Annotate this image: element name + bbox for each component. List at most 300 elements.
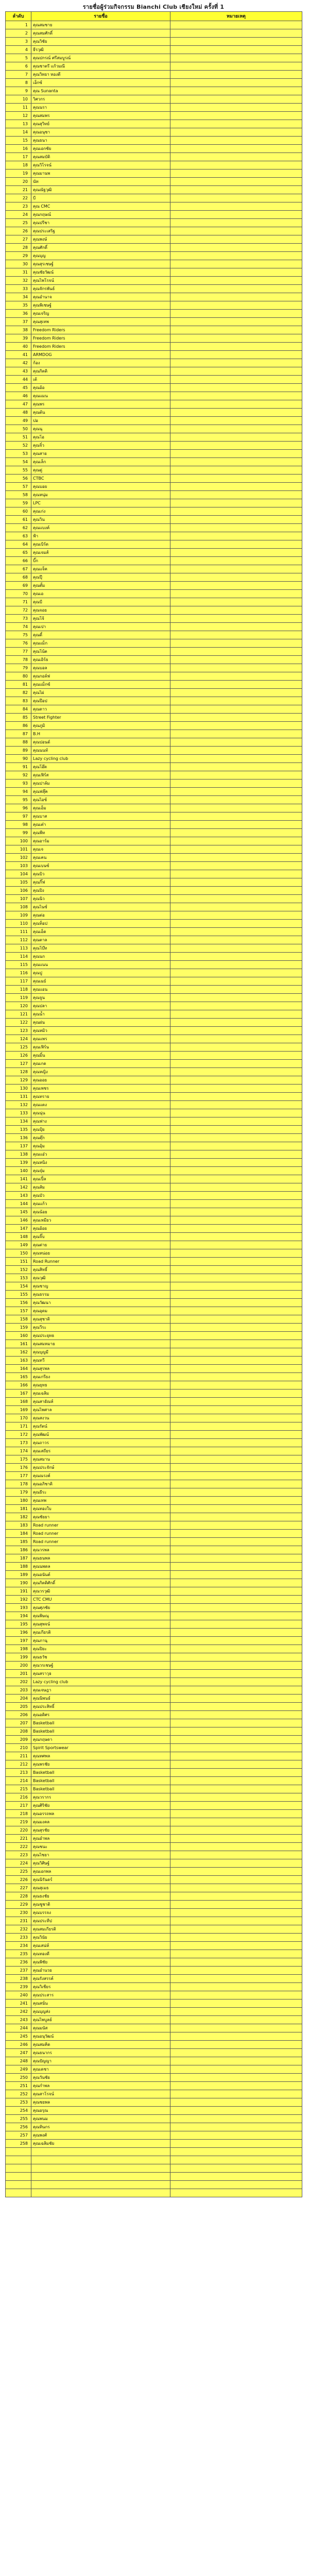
row-number: 145 <box>6 1208 31 1216</box>
row-name: คุณมงคล <box>31 1818 170 1826</box>
row-number: 242 <box>6 2008 31 2016</box>
row-number: 202 <box>6 1678 31 1686</box>
table-row <box>6 796 302 804</box>
row-name: คุณจักรพันธ์ <box>31 285 170 293</box>
row-number: 127 <box>6 1060 31 1068</box>
row-name: คุณกิ๊ฟ <box>31 878 170 887</box>
empty-cell <box>6 2156 31 2164</box>
empty-cell <box>6 2164 31 2173</box>
row-note <box>170 1357 302 1365</box>
row-number: 20 <box>6 178 31 186</box>
table-row <box>6 491 302 499</box>
table-row <box>6 1431 302 1439</box>
row-number: 117 <box>6 977 31 986</box>
row-number: 175 <box>6 1455 31 1464</box>
table-row <box>6 1901 302 1909</box>
row-name: คุณพงศ์ <box>31 2131 170 2140</box>
row-note <box>170 1365 302 1373</box>
row-number: 59 <box>6 499 31 507</box>
empty-cell <box>170 2156 302 2164</box>
table-row <box>6 1505 302 1513</box>
table-row <box>6 1859 302 1868</box>
table-row <box>6 747 302 755</box>
row-note <box>170 689 302 697</box>
row-name: คุณโบ๊ท <box>31 944 170 953</box>
row-name: คุณถาวร <box>31 1439 170 1447</box>
table-row <box>6 301 302 310</box>
row-note <box>170 1711 302 1719</box>
row-note <box>170 1571 302 1579</box>
table-row <box>6 1497 302 1505</box>
table-row <box>6 2024 302 2032</box>
row-name: คุณบอย <box>31 483 170 491</box>
table-row <box>6 697 302 705</box>
row-name: คุณสุรเชษฐ์ <box>31 260 170 268</box>
row-name: คุณวรวุฒิ <box>31 1587 170 1596</box>
table-row <box>6 1637 302 1645</box>
row-name: คุณจูน <box>31 994 170 1002</box>
row-number: 149 <box>6 1241 31 1249</box>
row-name: คุณพิเชษฐ์ <box>31 301 170 310</box>
row-name: คุณศักดิ์ <box>31 244 170 252</box>
row-name: คุณนิรันดร์ <box>31 1876 170 1884</box>
row-note <box>170 1678 302 1686</box>
row-name: คุณธรรม <box>31 1291 170 1299</box>
row-number: 257 <box>6 2131 31 2140</box>
row-name: คุณเอ <box>31 590 170 598</box>
row-number: 134 <box>6 1117 31 1126</box>
row-number: 121 <box>6 1010 31 1019</box>
table-row <box>6 1324 302 1332</box>
row-name: คุณวิโรจน์ <box>31 161 170 170</box>
table-row <box>6 623 302 631</box>
header-name: รายชื่อ <box>31 12 170 21</box>
table-row <box>6 161 302 170</box>
row-note <box>170 1769 302 1777</box>
row-name: คุณศุภชัย <box>31 1604 170 1612</box>
row-note <box>170 277 302 285</box>
row-note <box>170 878 302 887</box>
row-note <box>170 1884 302 1892</box>
row-number: 8 <box>6 79 31 87</box>
row-name: คุณธนพล <box>31 1554 170 1563</box>
row-note <box>170 845 302 854</box>
table-row <box>6 409 302 417</box>
row-name: คุณประยุทธ <box>31 1332 170 1340</box>
row-name: คุณสุเมธ <box>31 1884 170 1892</box>
table-row <box>6 2032 302 2041</box>
table-row <box>6 1472 302 1480</box>
row-name: คุณธงชัย <box>31 1892 170 1901</box>
row-number: 71 <box>6 598 31 606</box>
row-name: คุณเปิ้ล <box>31 1175 170 1183</box>
table-row <box>6 38 302 46</box>
row-note <box>170 1315 302 1324</box>
row-note <box>170 2098 302 2107</box>
row-note <box>170 211 302 219</box>
row-note <box>170 532 302 540</box>
row-note <box>170 1282 302 1291</box>
row-name: Basketball <box>31 1727 170 1736</box>
row-number: 204 <box>6 1694 31 1703</box>
table-row <box>6 656 302 664</box>
row-note <box>170 1637 302 1645</box>
row-note <box>170 1513 302 1521</box>
table-row <box>6 1282 302 1291</box>
row-note <box>170 417 302 425</box>
row-note <box>170 606 302 615</box>
row-note <box>170 755 302 763</box>
row-note <box>170 953 302 961</box>
table-row <box>6 285 302 293</box>
row-number: 66 <box>6 557 31 565</box>
row-note <box>170 2140 302 2148</box>
table-row <box>6 153 302 161</box>
table-row <box>6 1991 302 1999</box>
row-note <box>170 1472 302 1480</box>
row-number: 253 <box>6 2098 31 2107</box>
row-note <box>170 1818 302 1826</box>
row-name: คุณปอนด์ <box>31 738 170 747</box>
table-row <box>6 771 302 779</box>
table-row <box>6 1150 302 1159</box>
table-row <box>6 351 302 359</box>
row-number: 224 <box>6 1859 31 1868</box>
row-note <box>170 821 302 829</box>
row-note <box>170 705 302 714</box>
row-note <box>170 104 302 112</box>
row-number: 120 <box>6 1002 31 1010</box>
row-name: คุณอำนวย <box>31 1967 170 1975</box>
table-row <box>6 2140 302 2148</box>
row-number: 65 <box>6 549 31 557</box>
row-name: คุณปัญญา <box>31 2057 170 2065</box>
row-note <box>170 524 302 532</box>
row-name: คุณณัฐวุฒิ <box>31 186 170 194</box>
row-name: คุณหนิง <box>31 1159 170 1167</box>
row-number: 213 <box>6 1769 31 1777</box>
row-name: คุณเอ็ด <box>31 928 170 936</box>
table-row <box>6 400 302 409</box>
empty-cell <box>170 2189 302 2197</box>
table-row <box>6 417 302 425</box>
row-number: 111 <box>6 928 31 936</box>
table-row <box>6 1736 302 1744</box>
table-row <box>6 812 302 821</box>
row-name: คุณไผ่ <box>31 689 170 697</box>
row-number: 199 <box>6 1653 31 1662</box>
row-number: 180 <box>6 1497 31 1505</box>
row-name: คุณปิง <box>31 887 170 895</box>
row-note <box>170 1703 302 1711</box>
sheet-title: รายชื่อผู้ร่วมกิจกรรม Bianchi Club เชียงใหม่ ครั้งที่ 1 <box>82 4 225 10</box>
table-row <box>6 2090 302 2098</box>
row-note <box>170 1925 302 1934</box>
table-row <box>6 128 302 137</box>
table-row <box>6 260 302 268</box>
row-name: คุณหญิง <box>31 1068 170 1076</box>
row-note <box>170 1604 302 1612</box>
row-name: คุณพร <box>31 400 170 409</box>
row-note <box>170 1892 302 1901</box>
row-name: เต้ <box>31 376 170 384</box>
empty-cell <box>6 2181 31 2189</box>
row-number: 228 <box>6 1892 31 1901</box>
table-row <box>6 1340 302 1348</box>
row-note <box>170 2131 302 2140</box>
table-row <box>6 1365 302 1373</box>
row-number: 217 <box>6 1802 31 1810</box>
table-row <box>6 1752 302 1760</box>
row-number: 112 <box>6 936 31 944</box>
table-row <box>6 887 302 895</box>
row-name: คุณบรรจง <box>31 1909 170 1917</box>
table-row <box>6 2082 302 2090</box>
table-row <box>6 1587 302 1596</box>
row-name: Road runner <box>31 1521 170 1530</box>
row-number: 139 <box>6 1159 31 1167</box>
row-name: คุณรังสรรค์ <box>31 1975 170 1983</box>
row-note <box>170 1233 302 1241</box>
row-number: 136 <box>6 1134 31 1142</box>
row-note <box>170 639 302 648</box>
row-name: คุณไชยา <box>31 1851 170 1859</box>
row-note <box>170 1967 302 1975</box>
row-note <box>170 458 302 466</box>
table-row <box>6 895 302 903</box>
table-row <box>6 1851 302 1859</box>
empty-row <box>6 2189 302 2197</box>
row-number: 245 <box>6 2032 31 2041</box>
row-name: คุณกำพล <box>31 2082 170 2090</box>
row-name: คุณวัฒนา <box>31 1299 170 1307</box>
row-note <box>170 1579 302 1587</box>
row-name: คุณเดชา <box>31 2065 170 2074</box>
table-row <box>6 1126 302 1134</box>
row-note <box>170 235 302 244</box>
row-number: 51 <box>6 433 31 442</box>
empty-cell <box>31 2189 170 2197</box>
row-name: คุณประเสริฐ <box>31 227 170 235</box>
table-row <box>6 1398 302 1406</box>
row-note <box>170 1612 302 1620</box>
row-name: คุณศิริชัย <box>31 1802 170 1810</box>
empty-cell <box>31 2164 170 2173</box>
table-row <box>6 1843 302 1851</box>
table-row <box>6 268 302 277</box>
table-row <box>6 293 302 301</box>
row-note <box>170 21 302 29</box>
table-row <box>6 318 302 326</box>
row-note <box>170 1554 302 1563</box>
row-number: 52 <box>6 442 31 450</box>
row-number: 234 <box>6 1942 31 1950</box>
table-row <box>6 1447 302 1455</box>
row-name: คุณเอิร์ธ <box>31 656 170 664</box>
table-row <box>6 878 302 887</box>
table-row <box>6 71 302 79</box>
row-note <box>170 722 302 730</box>
row-name: คุณปุ๊ <box>31 573 170 582</box>
row-note <box>170 1826 302 1835</box>
row-name: Road runner <box>31 1530 170 1538</box>
row-note <box>170 466 302 474</box>
row-note <box>170 2032 302 2041</box>
row-number: 248 <box>6 2057 31 2065</box>
table-row <box>6 986 302 994</box>
row-note <box>170 1340 302 1348</box>
row-number: 163 <box>6 1357 31 1365</box>
row-note <box>170 2008 302 2016</box>
row-name: คุณแพร <box>31 1035 170 1043</box>
row-note <box>170 95 302 104</box>
row-number: 89 <box>6 747 31 755</box>
row-note <box>170 1785 302 1793</box>
row-number: 43 <box>6 367 31 376</box>
row-number: 166 <box>6 1381 31 1389</box>
row-note <box>170 1876 302 1884</box>
table-row <box>6 1744 302 1752</box>
row-note <box>170 903 302 911</box>
row-number: 64 <box>6 540 31 549</box>
row-number: 229 <box>6 1901 31 1909</box>
row-number: 251 <box>6 2082 31 2090</box>
table-row <box>6 1793 302 1802</box>
row-note <box>170 829 302 837</box>
table-row <box>6 433 302 442</box>
row-name: คุณเจ <box>31 845 170 854</box>
table-row <box>6 1876 302 1884</box>
row-number: 147 <box>6 1225 31 1233</box>
row-number: 157 <box>6 1307 31 1315</box>
row-name: คุณวันชัย <box>31 2074 170 2082</box>
table-row <box>6 582 302 590</box>
row-number: 255 <box>6 2115 31 2123</box>
row-note <box>170 928 302 936</box>
row-note <box>170 549 302 557</box>
table-row <box>6 1464 302 1472</box>
row-note <box>170 804 302 812</box>
table-row <box>6 615 302 623</box>
row-note <box>170 1999 302 2008</box>
row-number: 91 <box>6 763 31 771</box>
table-row <box>6 145 302 153</box>
table-row <box>6 425 302 433</box>
row-note <box>170 507 302 516</box>
table-row <box>6 1983 302 1991</box>
row-number: 83 <box>6 697 31 705</box>
row-note <box>170 812 302 821</box>
table-row <box>6 755 302 763</box>
row-name: คุณภูมิ <box>31 722 170 730</box>
row-name: คุณเฉลิมชัย <box>31 2140 170 2148</box>
row-number: 190 <box>6 1579 31 1587</box>
row-name: คุณไนซ์ <box>31 903 170 911</box>
table-row <box>6 639 302 648</box>
row-name: คุณปาล์ม <box>31 779 170 788</box>
row-name: คุณนิว <box>31 895 170 903</box>
empty-row <box>6 2181 302 2189</box>
row-number: 195 <box>6 1620 31 1629</box>
table-row <box>6 1233 302 1241</box>
table-row <box>6 1175 302 1183</box>
table-row <box>6 1999 302 2008</box>
row-name: คุณมานพ <box>31 170 170 178</box>
row-note <box>170 1752 302 1760</box>
row-name: คุณแจ็ค <box>31 565 170 573</box>
row-note <box>170 1975 302 1983</box>
row-note <box>170 1406 302 1414</box>
table-row <box>6 516 302 524</box>
row-note <box>170 244 302 252</box>
row-number: 4 <box>6 46 31 54</box>
row-note <box>170 1727 302 1736</box>
row-name: คุณจอย <box>31 606 170 615</box>
row-number: 216 <box>6 1793 31 1802</box>
row-note <box>170 1274 302 1282</box>
row-name: คุณโจ้ <box>31 615 170 623</box>
row-number: 254 <box>6 2107 31 2115</box>
table-row <box>6 1703 302 1711</box>
row-number: 198 <box>6 1645 31 1653</box>
row-note <box>170 1686 302 1694</box>
row-note <box>170 1447 302 1455</box>
table-row <box>6 1291 302 1299</box>
empty-cell <box>31 2156 170 2164</box>
table-row <box>6 928 302 936</box>
row-name: คุณณรงค์ <box>31 1472 170 1480</box>
row-name: Freedom Riders <box>31 326 170 334</box>
table-row <box>6 1109 302 1117</box>
row-number: 109 <box>6 911 31 920</box>
row-number: 78 <box>6 656 31 664</box>
row-note <box>170 1150 302 1159</box>
row-number: 230 <box>6 1909 31 1917</box>
row-note <box>170 1117 302 1126</box>
row-note <box>170 376 302 384</box>
row-number: 239 <box>6 1983 31 1991</box>
row-note <box>170 137 302 145</box>
row-number: 220 <box>6 1826 31 1835</box>
row-number: 223 <box>6 1851 31 1859</box>
row-name: คุณบาส <box>31 812 170 821</box>
row-name: คุณสายัณห์ <box>31 1398 170 1406</box>
row-number: 61 <box>6 516 31 524</box>
row-number: 152 <box>6 1266 31 1274</box>
row-name: คุณโอ <box>31 433 170 442</box>
row-note <box>170 1241 302 1249</box>
row-note <box>170 1249 302 1258</box>
row-note <box>170 573 302 582</box>
row-name: คุณเมย์ <box>31 977 170 986</box>
table-row <box>6 1068 302 1076</box>
row-name: คุณตุ๊ก <box>31 1134 170 1142</box>
row-name: ธีรวุฒิ <box>31 46 170 54</box>
table-row <box>6 1455 302 1464</box>
row-number: 200 <box>6 1662 31 1670</box>
table-row <box>6 1241 302 1249</box>
row-number: 79 <box>6 664 31 672</box>
row-note <box>170 178 302 186</box>
row-number: 9 <box>6 87 31 95</box>
table-row <box>6 821 302 829</box>
table-row <box>6 532 302 540</box>
row-name: คุณตาล <box>31 936 170 944</box>
row-number: 227 <box>6 1884 31 1892</box>
row-note <box>170 1093 302 1101</box>
table-row <box>6 1967 302 1975</box>
table-row <box>6 178 302 186</box>
